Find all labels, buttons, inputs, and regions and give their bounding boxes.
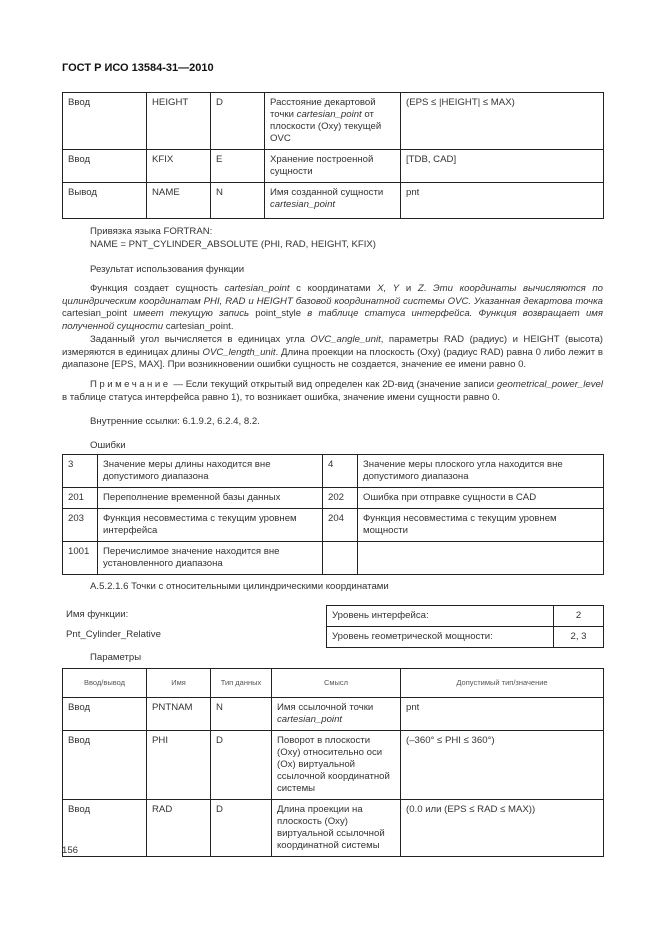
error-text-text: Ошибка при отправке сущности в CAD [363, 492, 537, 503]
io-cell-text: Ввод [68, 154, 91, 165]
name-cell-text: HEIGHT [152, 97, 189, 108]
error-code-text: 204 [328, 513, 345, 524]
level-value [554, 627, 604, 648]
error-code-text: 4 [328, 459, 334, 470]
meaning-cell [265, 150, 401, 183]
error-code-text: 1001 [68, 546, 90, 557]
value-cell [401, 93, 604, 150]
meaning-cell-text: Имя ссылочной точки [277, 702, 374, 713]
type-cell-text: D [216, 97, 223, 108]
name-cell [147, 183, 211, 219]
error-text [358, 455, 604, 488]
error-code [323, 488, 358, 509]
meaning-cell [272, 698, 401, 731]
name-cell [147, 698, 211, 731]
description-paragraph-1 [62, 283, 603, 333]
term: geometrical_power_level [496, 379, 603, 390]
fortran-code: NAME = PNT_CYLINDER_ABSOLUTE (PHI, RAD, HEIGHT, KFIX) [90, 239, 377, 250]
error-row [63, 542, 604, 575]
value-cell [401, 731, 604, 800]
io-cell-text: Вывод [68, 187, 98, 198]
name-cell [147, 731, 211, 800]
error-code [63, 509, 98, 542]
value-cell-text: (–360° ≤ PHI ≤ 360°) [406, 735, 495, 746]
page-number: 156 [62, 845, 79, 856]
error-code [323, 509, 358, 542]
column-header: Допустимый тип/значение [401, 669, 604, 698]
name-cell-text: PHI [152, 735, 168, 746]
meaning-cell-term: cartesian_point [270, 199, 336, 210]
table-header-row [63, 669, 604, 698]
level-row [327, 627, 604, 648]
text: в таблице статуса интерфейса равно 1), то возникает ошибка, значение имени сущности равно 0. [62, 392, 501, 403]
error-text [358, 509, 604, 542]
term: OVC_angle_unit [310, 334, 381, 345]
text: — Если текущий открытый вид определен как 2D-вид (значение записи [170, 379, 497, 390]
term: в таблице статуса интерфейса. Функция возвращает имя полученной сущности [62, 308, 603, 332]
section-heading: A.5.2.1.6 Точки с относительными цилиндрическими координатами [90, 581, 389, 592]
level-label-text: Уровень интерфейса: [332, 610, 429, 621]
error-text-text: Значение меры длины находится вне допустимого диапазона [103, 459, 271, 482]
value-cell [401, 698, 604, 731]
note-paragraph [62, 378, 603, 404]
column-header: Тип данных [211, 669, 272, 698]
value-cell [401, 183, 604, 219]
meaning-cell [272, 731, 401, 800]
type-cell [211, 183, 265, 219]
name-cell-text: PNTNAM [152, 702, 193, 713]
meaning-cell-text: Хранение построенной сущности [270, 154, 374, 177]
level-label [327, 606, 554, 627]
type-cell [211, 731, 272, 800]
text: . [230, 320, 234, 332]
table-row [63, 183, 604, 219]
meaning-cell-term: cartesian_point [277, 714, 343, 725]
level-label [327, 627, 554, 648]
value-cell-text: pnt [406, 187, 420, 198]
fortran-label: Привязка языка FORTRAN: [90, 226, 213, 237]
value-cell-text: pnt [406, 702, 420, 713]
io-cell-text: Ввод [68, 97, 91, 108]
internal-references: Внутренние ссылки: 6.1.9.2, 6.2.4, 8.2. [90, 416, 260, 427]
column-header: Имя [147, 669, 211, 698]
errors-table [62, 454, 604, 575]
result-heading: Результат использования функции [90, 264, 245, 275]
term: Z [417, 283, 424, 294]
type-cell [211, 698, 272, 731]
type-cell-text: D [216, 804, 223, 815]
meaning-cell-text: Имя созданной сущности [270, 187, 384, 198]
table-row [63, 731, 604, 800]
term: OVC_length_unit [202, 346, 276, 358]
error-text [358, 488, 604, 509]
levels-table [326, 605, 604, 648]
error-text [98, 509, 323, 542]
type-cell [211, 150, 265, 183]
text: Заданный угол вычисляется в единицах угла [90, 334, 311, 345]
description-paragraph-2 [62, 334, 603, 372]
function-name: Pnt_Cylinder_Relative [66, 629, 161, 640]
type-cell-text: N [216, 187, 223, 198]
type-cell-text: E [216, 154, 223, 165]
column-header: Ввод/вывод [63, 669, 147, 698]
table-row [63, 698, 604, 731]
value-cell-text: [TDB, CAD] [406, 154, 457, 165]
error-code [323, 542, 358, 575]
error-row [63, 488, 604, 509]
value-cell [401, 150, 604, 183]
error-code-text: 202 [328, 492, 345, 503]
meaning-cell-text: Расстояние декартовой точки [270, 97, 376, 120]
name-cell-text: NAME [152, 187, 180, 198]
page-header: ГОСТ Р ИСО 13584-31—2010 [62, 62, 214, 74]
text: и [399, 283, 418, 294]
level-value-text: 2, 3 [570, 631, 587, 642]
error-code [63, 488, 98, 509]
column-header: Смысл [272, 669, 401, 698]
table-row [63, 150, 604, 183]
error-text-text: Переполнение временной базы данных [103, 492, 281, 503]
meaning-cell-text: Длина проекции на плоскость (Oxy) виртуальной ссылочной координатной системы [277, 804, 385, 851]
name-cell [147, 150, 211, 183]
name-cell [147, 800, 211, 857]
error-code-text: 3 [68, 459, 74, 470]
io-cell [63, 183, 147, 219]
error-text-text: Значение меры плоского угла находится вне допустимого диапазона [363, 459, 563, 482]
text: . Длина проекции на плоскость (Oxy) (радиус RAD) равна 0 либо лежит в диапазоне [EPS, MAX]. При возникновении ошибки сущность не создается, значение ее имени равно 0. [62, 346, 603, 370]
parameters-table-continued [62, 92, 604, 219]
error-code [323, 455, 358, 488]
meaning-cell-text: Поворот в плоскости (Oxy) относительно оси (Ox) виртуальной ссылочной координатной системы [277, 735, 390, 794]
error-code-text: 203 [68, 513, 85, 524]
io-cell-text: Ввод [68, 804, 91, 815]
term: X, Y [377, 283, 400, 294]
level-label-text: Уровень геометрической мощности: [332, 631, 493, 642]
text: Функция создает сущность [90, 283, 225, 294]
meaning-cell-term: cartesian_point [296, 109, 362, 120]
error-text [98, 455, 323, 488]
value-cell-text: (EPS ≤ |HEIGHT| ≤ MAX) [406, 97, 515, 108]
error-text-text: Функция несовместима с текущим уровнем мощности [363, 513, 557, 536]
text: , параметры RAD (радиус) и HEIGHT (высота) измеряются в единицах длины [62, 334, 603, 358]
type-cell-text: N [216, 702, 223, 713]
error-text-text: Перечислимое значение находится вне установленного диапазона [103, 546, 280, 569]
text: с координатами [289, 283, 378, 294]
parameters-table [62, 668, 604, 857]
table-row [63, 93, 604, 150]
error-code-text: 201 [68, 492, 85, 503]
text: Примечание [90, 379, 171, 390]
function-name-label: Имя функции: [66, 609, 129, 620]
level-row [327, 606, 604, 627]
term: cartesian_point [224, 283, 290, 294]
parameters-label: Параметры [90, 652, 142, 663]
type-cell-text: D [216, 735, 223, 746]
text: . [423, 283, 427, 294]
term: Эти координаты вычисляются по цилиндрическим координатам PHI, RAD и HEIGHT базовой координатной системы OVC. Указанная декартова точка [62, 283, 604, 307]
error-code [63, 542, 98, 575]
errors-label: Ошибки [90, 440, 126, 451]
error-row [63, 509, 604, 542]
type-cell [211, 800, 272, 857]
error-text [98, 488, 323, 509]
error-text [98, 542, 323, 575]
text: cartesian_point [165, 320, 231, 332]
text: point_style [255, 308, 302, 319]
io-cell-text: Ввод [68, 702, 91, 713]
io-cell-text: Ввод [68, 735, 91, 746]
type-cell [211, 93, 265, 150]
io-cell [63, 731, 147, 800]
meaning-cell [272, 800, 401, 857]
io-cell [63, 698, 147, 731]
level-value-text: 2 [575, 610, 582, 621]
level-value [554, 606, 604, 627]
meaning-cell [265, 93, 401, 150]
value-cell-text: (0.0 или (EPS ≤ RAD ≤ MAX)) [406, 804, 536, 815]
io-cell [63, 93, 147, 150]
text: cartesian_point [62, 308, 128, 319]
value-cell [401, 800, 604, 857]
error-text [358, 542, 604, 575]
meaning-cell [265, 183, 401, 219]
name-cell-text: KFIX [152, 154, 174, 165]
term: имеет текущую запись [127, 308, 256, 319]
meaning-cell-text: от плоскости (Oxy) текущей OVC [270, 109, 382, 144]
error-code [63, 455, 98, 488]
io-cell [63, 150, 147, 183]
name-cell [147, 93, 211, 150]
error-row [63, 455, 604, 488]
error-text-text: Функция несовместима с текущим уровнем интерфейса [103, 513, 297, 536]
name-cell-text: RAD [152, 804, 173, 815]
table-row [63, 800, 604, 857]
